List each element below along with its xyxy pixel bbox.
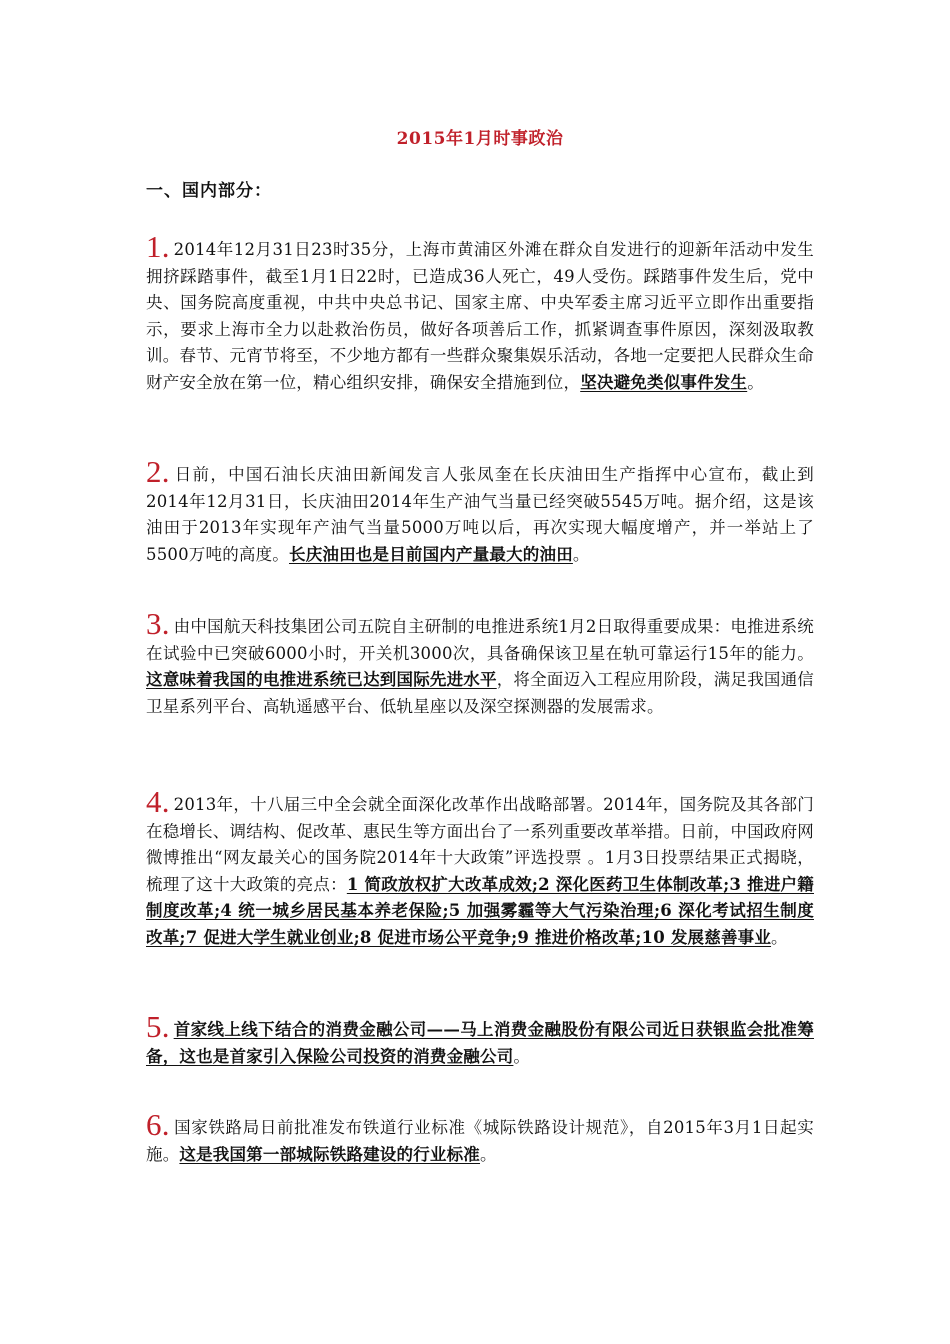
news-item-4 [146,784,814,951]
item-highlight: 这意味着我国的电推进系统已达到国际先进水平 [146,670,497,689]
section-heading: 一、国内部分： [146,181,272,201]
item-tail: 。 [480,1144,497,1164]
news-item-3 [146,606,815,720]
item-text: 2013年，十八届三中全会就全面深化改革作出战略部署。2014年，国务院及其各部门在稳增长、调结构、促改革、惠民生等方面出台了一系列重要改革举措。日前，中国政府网微博推出“网友最关心的国务院2014年十大政策”评选投票 。1月3日投票结果正式揭晓，梳理了这十大政策的亮点： [146,795,814,894]
item-highlight: 这是我国第一部城际铁路建设的行业标准 [179,1144,481,1164]
item-text: 由中国航天科技集团公司五院自主研制的电推进系统1月2日取得重要成果：电推进系统在试验中已突破6000小时，开关机3000次，具备确保该卫星在轨可靠运行15年的能力。 [146,617,814,663]
item-tail: 。 [572,544,590,564]
news-item-5 [146,1009,814,1070]
item-tail: ，将全面迈入工程应用阶段，满足我国通信卫星系列平台、高轨遥感平台、低轨星座以及深空探测器的发展需求。 [146,670,815,716]
document-title: 2015年1月时事政治 [396,129,564,149]
news-item-2 [146,454,814,568]
item-highlight: 1 简政放权扩大改革成效;2 深化医药卫生体制改革;3 推进户籍制度改革;4 统一城乡居民基本养老保险;5 加强雾霾等大气污染治理;6 深化考试招生制度改革;7 促进大学生就业创业;8 促进市场公平竞争;9 推进价格改革;10 发展慈善事业 [146,874,814,947]
news-item-1 [146,229,814,396]
item-text: 日前，中国石油长庆油田新闻发言人张凤奎在长庆油田生产指挥中心宣布，截止到2014年12月31日，长庆油田2014年生产油气当量已经突破5545万吨。据介绍，这是该油田于2013年实现年产油气当量5000万吨以后，再次实现大幅度增产，并一举站上了5500万吨的高度。 [146,465,814,564]
item-highlight: 长庆油田也是目前国内产量最大的油田 [289,544,573,564]
item-tail: 。 [771,927,788,947]
item-text: 国家铁路局日前批准发布铁道行业标准《城际铁路设计规范》，自2015年3月1日起实施。 [146,1118,814,1164]
item-highlight: 坚决避免类似事件发生 [580,372,748,392]
item-tail: 。 [513,1046,531,1066]
item-text: 2014年12月31日23时35分，上海市黄浦区外滩在群众自发进行的迎新年活动中发生拥挤踩踏事件，截至1月1日22时，已造成36人死亡，49人受伤。踩踏事件发生后，党中央、国务院高度重视，中共中央总书记、国家主席、中央军委主席习近平立即作出重要指示，要求上海市全力以赴救治伤员，做好各项善后工作，抓紧调查事件原因，深刻汲取教训。春节、元宵节将至，不少地方都有一些群众聚集娱乐活动，各地一定要把人民群众生命财产安全放在第一位，精心组织安排，确保安全措施到位， [146,240,814,392]
item-number: 5. [146,1009,170,1044]
news-item-6 [146,1107,814,1168]
item-number: 2. [146,454,170,489]
item-number: 6. [146,1107,170,1142]
item-tail: 。 [747,372,764,392]
item-number: 1. [146,229,170,264]
item-number: 4. [146,784,170,819]
item-highlight: 首家线上线下结合的消费金融公司——马上消费金融股份有限公司近日获银监会批准筹备，这也是首家引入保险公司投资的消费金融公司 [146,1020,814,1066]
item-number: 3. [146,606,170,641]
